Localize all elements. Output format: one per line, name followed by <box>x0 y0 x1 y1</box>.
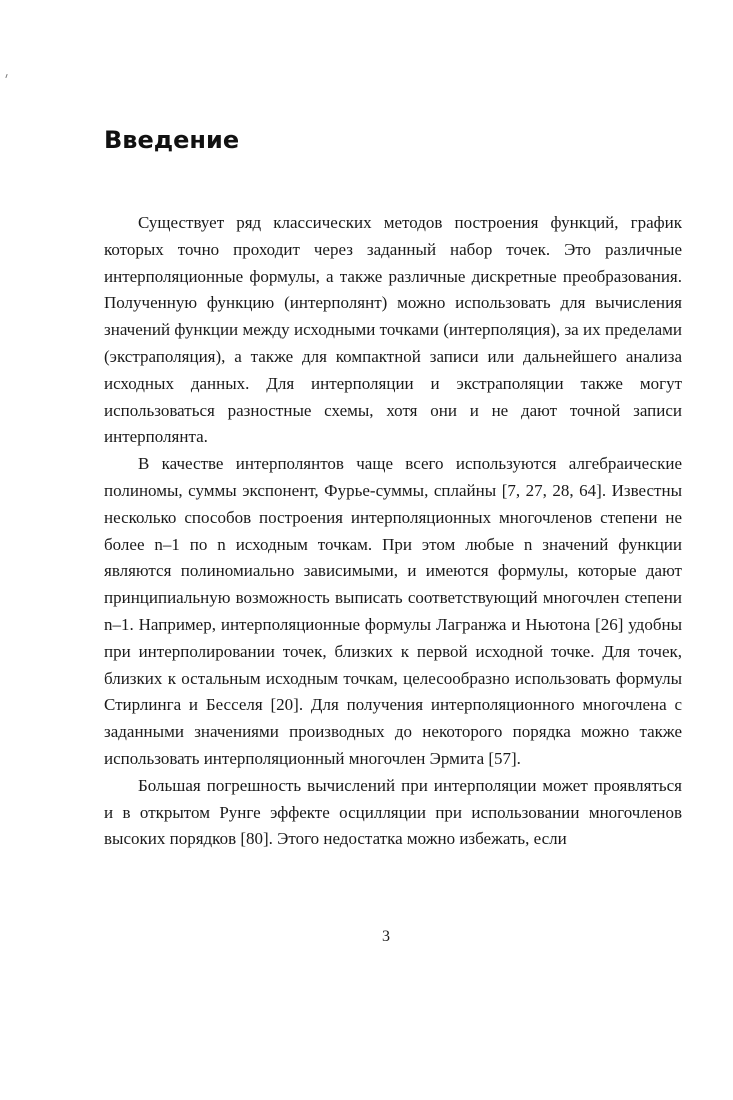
body-text <box>104 210 682 853</box>
paragraph-1: Существует ряд классических методов построения функций, график которых точно проходит через заданный набор точек. Это различные интерполяционные формулы, а также различные дискретные преобразования. Полученную функцию (интерполянт) можно использовать для вычисления значений функции между исходными точками (интерполяция), за их пределами (экстраполяция), а также для компактной записи или дальнейшего анализа исходных данных. Для интерполяции и экстраполяции также могут использоваться разностные схемы, хотя они и не дают точной записи интерполянта. <box>104 213 682 447</box>
scan-artifact <box>5 74 7 78</box>
paragraph-2: В качестве интерполянтов чаще всего используются алгебраические полиномы, суммы экспонент, Фурье-суммы, сплайны [7, 27, 28, 64]. Известны несколько способов построения интерполяционных многочленов степени не более n–1 по n исходным точкам. При этом любые n значений функции являются полиномиально зависимыми, и имеются формулы, которые дают принципиальную возможность выписать соответствующий многочлен степени n–1. Например, интерполяционные формулы Лагранжа и Ньютона [26] удобны при интерполировании точек, близких к первой исходной точке. Для точек, близких к остальным исходным точкам, целесообразно использовать формулы Стирлинга и Бесселя [20]. Для получения интерполяционного многочлена с заданными значениями производных до некоторого порядка можно также использовать интерполяционный многочлен Эрмита [57]. <box>104 454 682 768</box>
section-title: Введение <box>104 126 240 154</box>
paragraph-3: Большая погрешность вычислений при интерполяции может проявляться и в открытом Рунге эффекте осцилляции при использовании многочленов высоких порядков [80]. Этого недостатка можно избежать, если <box>104 775 682 849</box>
page-number: 3 <box>382 928 390 945</box>
